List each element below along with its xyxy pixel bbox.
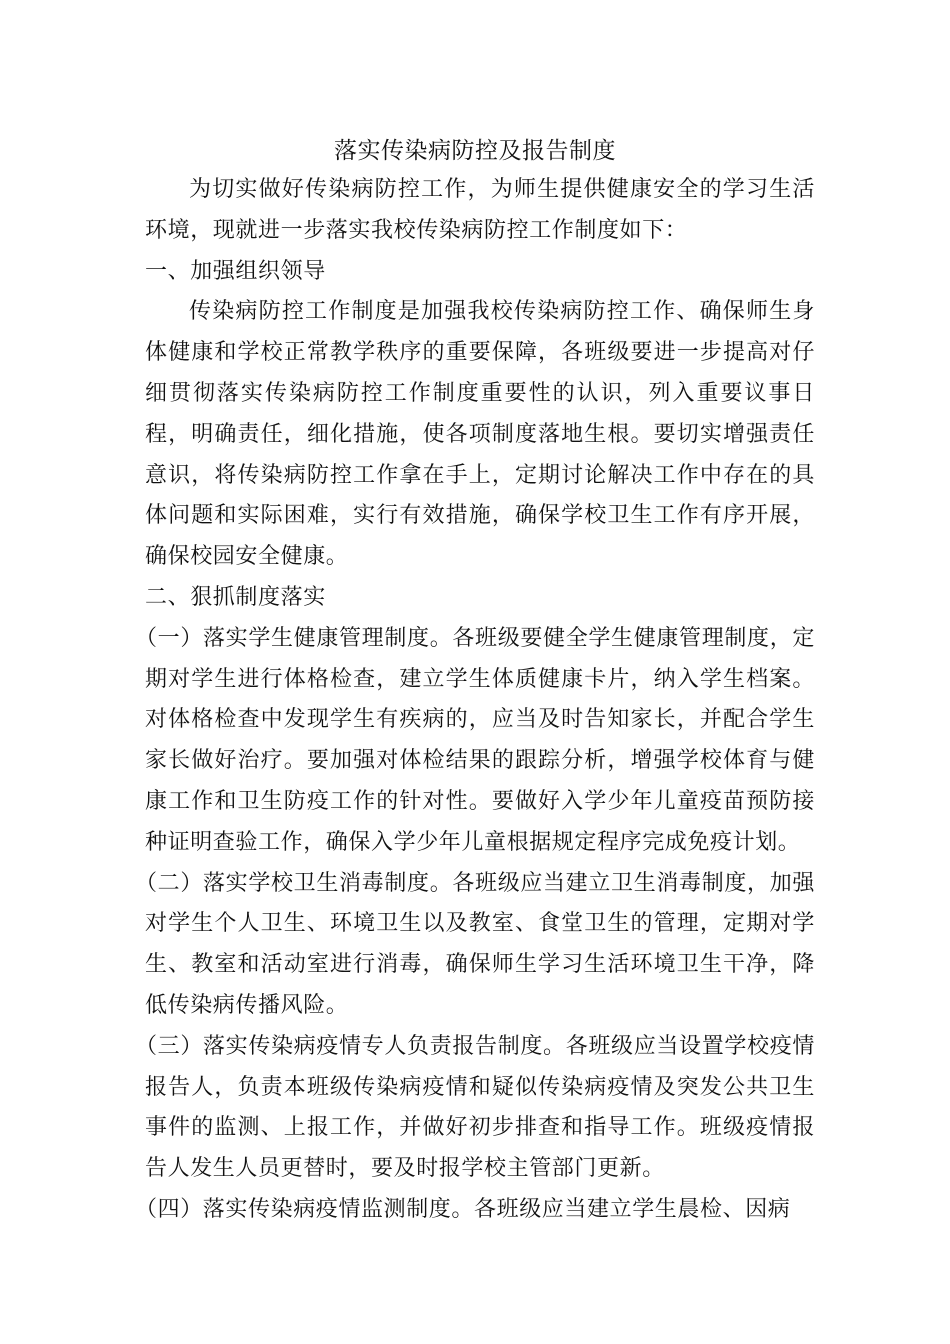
section-2-heading: 二、狠抓制度落实 bbox=[145, 584, 326, 610]
section-2-item-2: （二）落实学校卫生消毒制度。各班级应当建立卫生消毒制度，加强对学生个人卫生、环境卫生以及教室、食堂卫生的管理，定期对学生、教室和活动室进行消毒，确保师生学习生活环境卫生干净，降低传染病传播风险。 bbox=[135, 870, 815, 1018]
document-body bbox=[135, 170, 815, 1231]
section-1-heading: 一、加强组织领导 bbox=[145, 258, 326, 284]
section-1-paragraph: 传染病防控工作制度是加强我校传染病防控工作、确保师生身体健康和学校正常教学秩序的重要保障，各班级要进一步提高对仔细贯彻落实传染病防控工作制度重要性的认识，列入重要议事日程，明确责任，细化措施，使各项制度落地生根。要切实增强责任意识，将传染病防控工作拿在手上，定期讨论解决工作中存在的具体问题和实际困难，实行有效措施，确保学校卫生工作有序开展，确保校园安全健康。 bbox=[145, 299, 815, 570]
section-2-item-4: （四）落实传染病疫情监测制度。各班级应当建立学生晨检、因病 bbox=[135, 1196, 791, 1222]
intro-paragraph: 为切实做好传染病防控工作，为师生提供健康安全的学习生活环境，现就进一步落实我校传染病防控工作制度如下： bbox=[145, 177, 815, 243]
document-title: 落实传染病防控及报告制度 bbox=[334, 138, 616, 164]
section-2-item-3: （三）落实传染病疫情专人负责报告制度。各班级应当设置学校疫情报告人，负责本班级传染病疫情和疑似传染病疫情及突发公共卫生事件的监测、上报工作，并做好初步排查和指导工作。班级疫情报告人发生人员更替时，要及时报学校主管部门更新。 bbox=[135, 1033, 815, 1182]
section-2-item-1: （一）落实学生健康管理制度。各班级要健全学生健康管理制度，定期对学生进行体格检查，建立学生体质健康卡片，纳入学生档案。对体格检查中发现学生有疾病的，应当及时告知家长，并配合学生家长做好治疗。要加强对体检结果的跟踪分析，增强学校体育与健康工作和卫生防疫工作的针对性。要做好入学少年儿童疫苗预防接种证明查验工作，确保入学少年儿童根据规定程序完成免疫计划。 bbox=[135, 625, 815, 855]
